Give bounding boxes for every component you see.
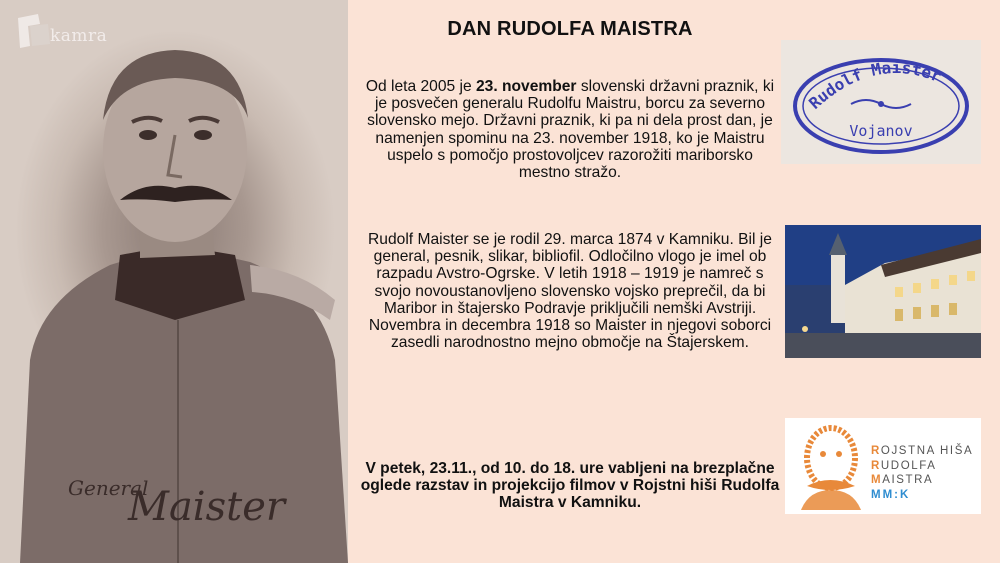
paragraph-intro-date: 23. november [475,78,577,95]
main-text [360,0,780,563]
paragraph-invitation: V petek, 23.11., od 10. do 18. ure vabljeni na brezplačne oglede razstav in projekcijo filmov v Rojstni hiši Rudolfa Maistra v Kamniku. [360,460,780,512]
rojstna-line2-initial: R [871,459,881,472]
town-photo [785,225,981,358]
rojstna-line3-initial: M [871,474,883,486]
stamp-image [781,40,981,164]
stamp-top-text: Rudolf Maister [805,58,945,113]
kamra-logo [14,12,107,46]
rojstna-line2: UDOLFA [880,459,937,472]
paragraph-intro-rest: slovenski državni praznik, ki je posvečen generalu Rudolfu Maistru, borcu za severno slovensko mejo. Državni praznik, ki pa ni dela prost dan, je namenjen spominu na 23. november 1918, ko je Maistru uspelo s pomočjo prostovoljcev razorožiti mariborsko mestno stražo. [367,78,775,182]
rojstna-hisa-logo [785,418,981,514]
signature-first: General [68,476,149,500]
kamra-logo-icon [14,12,54,46]
rojstna-hisa-text [871,444,973,502]
page-title: DAN RUDOLFA MAISTRA [447,18,693,40]
rojstna-line1: OJSTNA HIŠA [880,445,974,457]
rojstna-line1-initial: R [871,445,881,457]
portrait-photo [0,0,348,563]
stamp-bottom-text: Vojanov [849,122,913,140]
kamra-logo-text: kamra [50,26,108,46]
paragraph-intro [360,78,780,181]
paragraph-biography: Rudolf Maister se je rodil 29. marca 1874 v Kamniku. Bil je general, pesnik, slikar, bibliofil. Odločilno vlogo je imel ob razpadu Avstro-Ogrske. V letih 1918 – 1919 je namreč s svojo novoustanovljeno slovensko vojsko preprečil, da bi Maribor in štajersko Podravje priključili nemški Avstriji. Novembra in decembra 1918 so Maister in njegovi soborci zasedli narodnostno mejno območje na Štajerskem. [368,231,772,352]
portrait-illustration [0,0,348,563]
maister-portrait-icon [793,424,867,510]
rojstna-line4: MM:K [871,488,911,501]
paragraph-intro-start: Od leta 2005 je [365,78,476,95]
rojstna-line3: AISTRA [882,474,934,486]
signature-second: Maister [128,484,285,530]
